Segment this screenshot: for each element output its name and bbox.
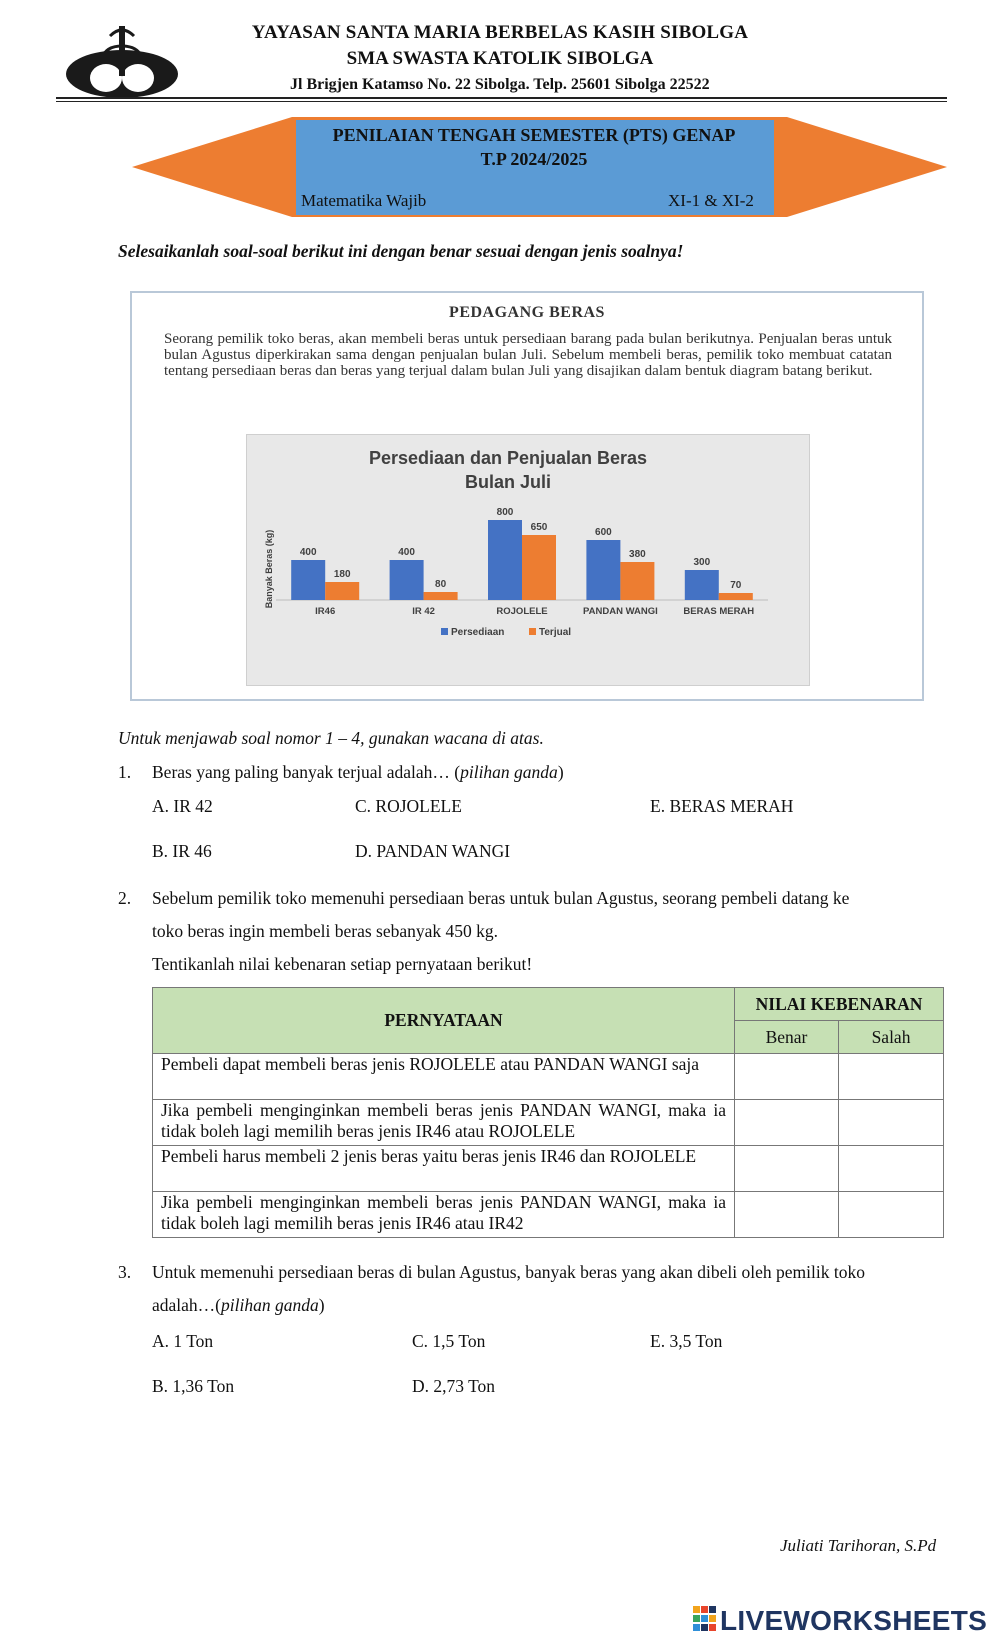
x-tick-label: ROJOLELE (496, 606, 548, 617)
exam-class: XI-1 & XI-2 (668, 191, 754, 210)
data-label: 600 (595, 527, 612, 538)
q1-text (152, 762, 564, 783)
school-name: SMA SWASTA KATOLIK SIBOLGA (346, 48, 654, 69)
liveworksheets-brand: LIVEWORKSHEETS (720, 1605, 988, 1636)
q2-line3: Tentikanlah nilai kebenaran setiap pernyataan berikut! (152, 954, 533, 974)
chart-y-axis-label: Banyak Beras (kg) (264, 529, 274, 609)
foundation-name: YAYASAN SANTA MARIA BERBELAS KASIH SIBOLGA (251, 22, 749, 43)
rice-bar-chart (246, 434, 808, 684)
statement-1: Pembeli dapat membeli beras jenis ROJOLELE atau PANDAN WANGI saja (153, 1054, 735, 1100)
bar-terjual-1 (424, 592, 458, 600)
answer-false-2[interactable] (839, 1100, 944, 1146)
answer-false-3[interactable] (839, 1146, 944, 1192)
bar-terjual-2 (522, 535, 556, 600)
table-row (153, 1146, 944, 1192)
q1-number: 1. (118, 762, 132, 782)
q3-option-b[interactable]: B. 1,36 Ton (152, 1376, 235, 1396)
chart-title-line: Persediaan dan Penjualan Beras (368, 448, 648, 468)
table-row (153, 1100, 944, 1146)
data-label: 70 (730, 580, 742, 591)
q3-type: pilihan ganda (221, 1295, 319, 1315)
author-signature: Juliati Tarihoran, S.Pd (780, 1536, 937, 1555)
q3-line2 (152, 1295, 325, 1316)
q1-option-a[interactable]: A. IR 42 (152, 796, 213, 816)
statement-4: Jika pembeli menginginkan membeli beras jenis PANDAN WANGI, maka ia tidak boleh lagi memilih beras jenis IR46 atau IR42 (153, 1192, 735, 1238)
bar-persediaan-3 (586, 540, 620, 600)
chart-title-line: Bulan Juli (464, 472, 552, 492)
truth-table (152, 987, 944, 1238)
table-row (153, 1054, 944, 1100)
q1-type: pilihan ganda (460, 762, 558, 782)
header-rule-thin (56, 101, 947, 102)
header-rule (56, 97, 947, 99)
col-false-header: Salah (839, 1021, 944, 1054)
q1-stem: Beras yang paling banyak terjual adalah… ( (152, 762, 461, 782)
reading-text: Seorang pemilik toko beras, akan membeli beras untuk persediaan barang pada bulan berikutnya. Penjualan beras untuk bulan Agustus diperkirakan sama dengan penjualan bulan Juli. Sebelum membeli beras, pemilik toko membuat catatan tentang persediaan beras dan beras yang terjual dalam bulan Juli yang disajikan dalam bentuk diagram batang berikut. (164, 331, 892, 379)
bar-persediaan-4 (685, 570, 719, 600)
col-truth-header: NILAI KEBENARAN (735, 988, 944, 1021)
bar-terjual-4 (719, 593, 753, 600)
q3-close: ) (318, 1295, 325, 1315)
table-row (153, 1192, 944, 1238)
col-true-header: Benar (735, 1021, 839, 1054)
instruction: Selesaikanlah soal-soal berikut ini dengan benar sesuai dengan jenis soalnya! (118, 241, 684, 261)
x-tick-label: IR46 (315, 606, 336, 617)
school-logo (62, 22, 182, 102)
q1-option-b[interactable]: B. IR 46 (152, 841, 212, 861)
answer-true-1[interactable] (735, 1054, 839, 1100)
x-tick-label: IR 42 (412, 606, 435, 617)
q1-option-c[interactable]: C. ROJOLELE (355, 796, 462, 816)
answer-false-1[interactable] (839, 1054, 944, 1100)
legend-swatch-terjual (529, 628, 536, 635)
q1-option-e[interactable]: E. BERAS MERAH (650, 796, 794, 816)
exam-title-line1: PENILAIAN TENGAH SEMESTER (PTS) GENAP (332, 125, 736, 145)
statement-2: Jika pembeli menginginkan membeli beras jenis PANDAN WANGI, maka ia tidak boleh lagi memilih beras jenis IR46 atau ROJOLELE (153, 1100, 735, 1146)
legend-swatch-persediaan (441, 628, 448, 635)
bar-persediaan-1 (390, 560, 424, 600)
bar-persediaan-0 (291, 560, 325, 600)
q2-line1: Sebelum pemilik toko memenuhi persediaan beras untuk bulan Agustus, seorang pembeli datang ke (152, 888, 850, 908)
bar-persediaan-2 (488, 520, 522, 600)
data-label: 400 (398, 547, 415, 558)
exam-subject: Matematika Wajib (301, 191, 427, 210)
col-statement-header: PERNYATAAN (153, 988, 735, 1054)
answer-true-3[interactable] (735, 1146, 839, 1192)
q3-option-c[interactable]: C. 1,5 Ton (412, 1331, 486, 1351)
questions-intro: Untuk menjawab soal nomor 1 – 4, gunakan wacana di atas. (118, 728, 544, 748)
data-label: 80 (435, 579, 447, 590)
bar-terjual-3 (620, 562, 654, 600)
q3-option-e[interactable]: E. 3,5 Ton (650, 1331, 723, 1351)
x-tick-label: PANDAN WANGI (583, 606, 658, 617)
legend-label-persediaan: Persediaan (451, 627, 505, 638)
q2-number: 2. (118, 888, 132, 908)
liveworksheets-logo-icon (693, 1606, 717, 1632)
answer-true-2[interactable] (735, 1100, 839, 1146)
legend-label-terjual: Terjual (539, 627, 572, 638)
school-address: Jl Brigjen Katamso No. 22 Sibolga. Telp. 25601 Sibolga 22522 (290, 76, 710, 93)
q3-line1: Untuk memenuhi persediaan beras di bulan Agustus, banyak beras yang akan dibeli oleh pemilik toko (152, 1262, 865, 1282)
data-label: 800 (496, 507, 514, 518)
q3-option-a[interactable]: A. 1 Ton (152, 1331, 214, 1351)
q3-stem: adalah…( (152, 1295, 221, 1315)
answer-false-4[interactable] (839, 1192, 944, 1238)
q2-line2: toko beras ingin membeli beras sebanyak 450 kg. (152, 921, 499, 941)
exam-title (298, 123, 770, 171)
q3-option-d[interactable]: D. 2,73 Ton (412, 1376, 496, 1396)
data-label: 400 (299, 547, 317, 558)
statement-3: Pembeli harus membeli 2 jenis beras yaitu beras jenis IR46 dan ROJOLELE (153, 1146, 735, 1192)
exam-title-line2: T.P 2024/2025 (480, 149, 588, 169)
bar-terjual-0 (325, 582, 359, 600)
q1-option-d[interactable]: D. PANDAN WANGI (355, 841, 511, 861)
table-header-row (153, 988, 944, 1021)
data-label: 650 (530, 522, 548, 533)
data-label: 300 (693, 557, 711, 568)
reading-title: PEDAGANG BERAS (449, 304, 605, 321)
data-label: 180 (333, 569, 351, 580)
x-tick-label: BERAS MERAH (683, 606, 755, 617)
data-label: 380 (629, 549, 646, 560)
q1-close: ) (557, 762, 564, 782)
answer-true-4[interactable] (735, 1192, 839, 1238)
q3-number: 3. (118, 1262, 132, 1282)
